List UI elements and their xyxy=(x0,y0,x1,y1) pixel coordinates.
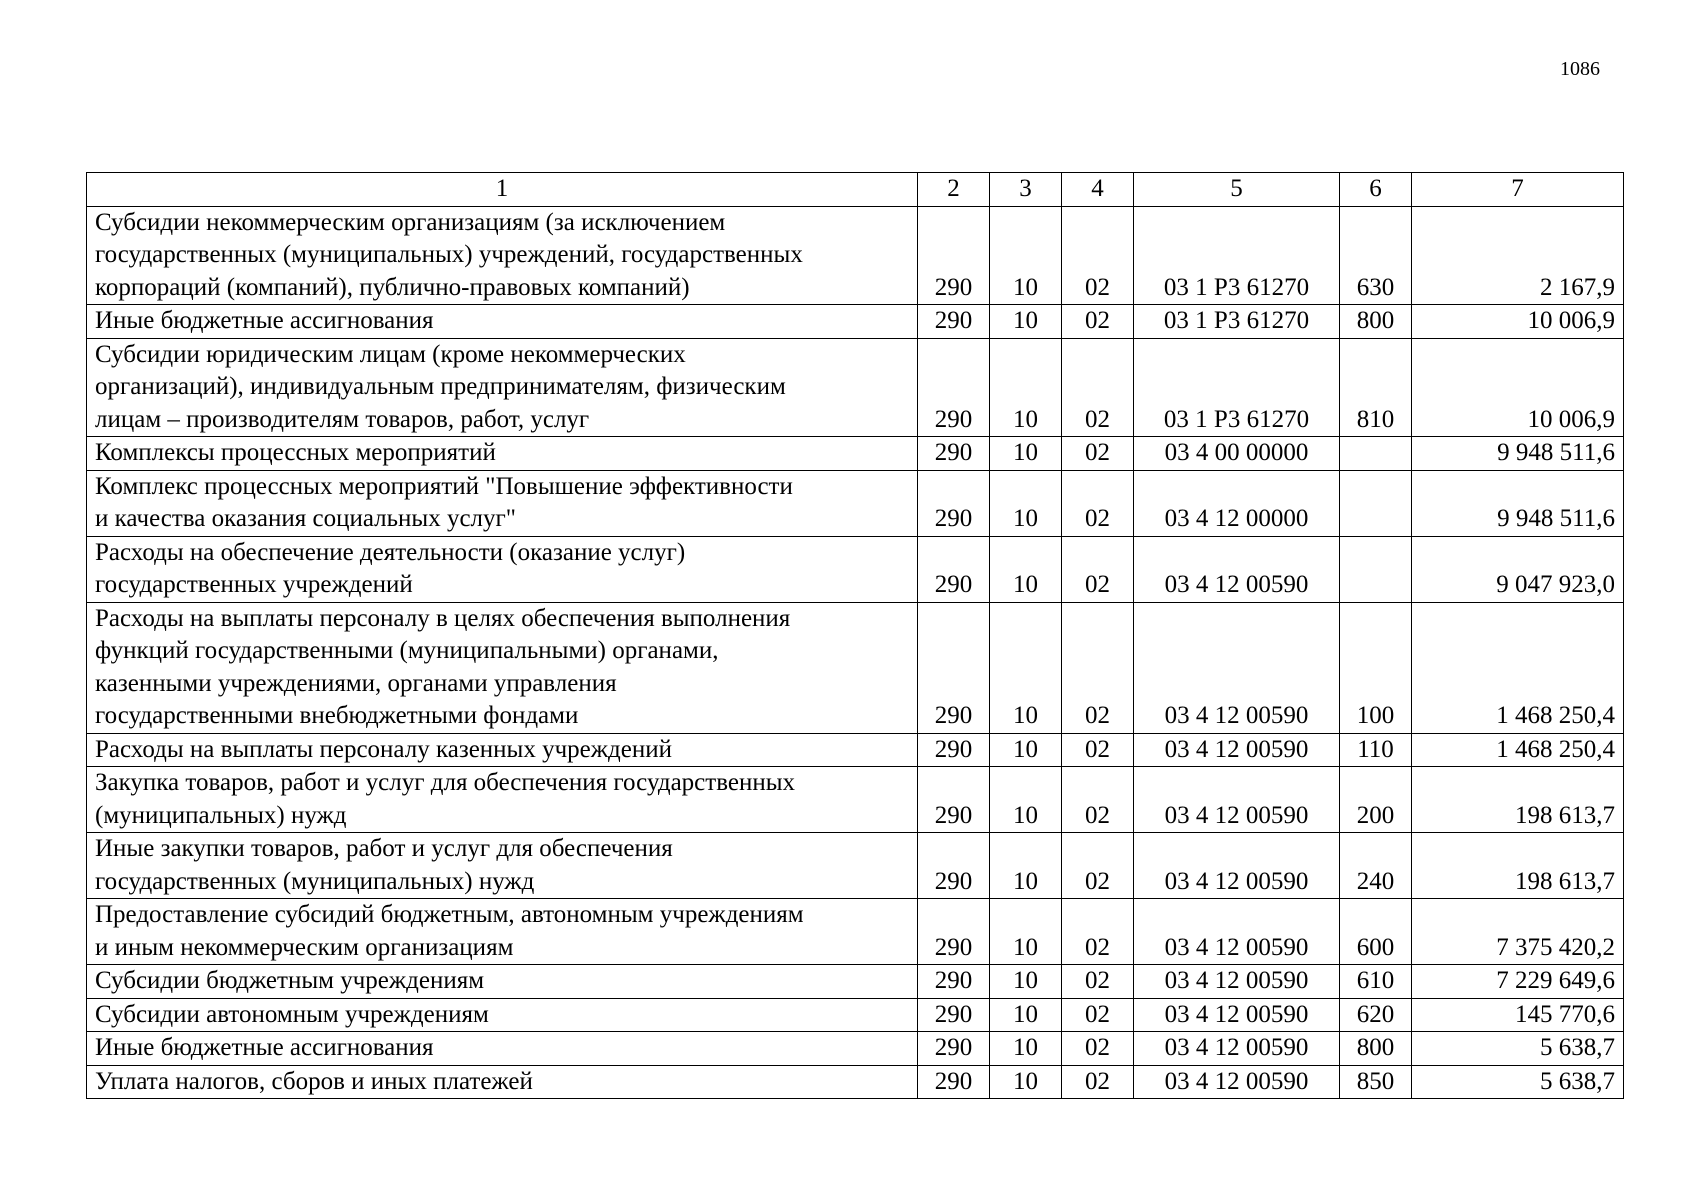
cell-expense-type: 630 xyxy=(1340,206,1412,305)
cell-section: 10 xyxy=(990,767,1062,833)
cell-item-name xyxy=(87,1065,918,1099)
cell-section: 10 xyxy=(990,536,1062,602)
cell-expense-type: 810 xyxy=(1340,338,1412,437)
cell-expense-type: 110 xyxy=(1340,733,1412,767)
cell-item-name-line: Иные бюджетные ассигнования xyxy=(95,307,434,334)
cell-item-name-line: Субсидии бюджетным учреждениям xyxy=(95,967,485,994)
cell-ministry-code: 290 xyxy=(918,536,990,602)
cell-target-article: 03 4 12 00590 xyxy=(1134,998,1340,1032)
header-cell-5: 5 xyxy=(1134,173,1340,207)
cell-subsection: 02 xyxy=(1062,602,1134,733)
cell-section: 10 xyxy=(990,602,1062,733)
cell-subsection: 02 xyxy=(1062,833,1134,899)
table-row xyxy=(87,602,1624,733)
cell-expense-type: 610 xyxy=(1340,965,1412,999)
cell-item-name xyxy=(87,536,918,602)
cell-subsection: 02 xyxy=(1062,767,1134,833)
header-cell-4: 4 xyxy=(1062,173,1134,207)
cell-item-name-line: Субсидии юридическим лицам (кроме некоммерческих xyxy=(95,340,686,368)
cell-ministry-code: 290 xyxy=(918,305,990,339)
cell-subsection: 02 xyxy=(1062,470,1134,536)
table-row xyxy=(87,998,1624,1032)
table-row xyxy=(87,733,1624,767)
cell-amount: 7 229 649,6 xyxy=(1412,965,1624,999)
cell-item-name-line: государственных учреждений xyxy=(95,571,413,598)
cell-item-name-line: Иные закупки товаров, работ и услуг для обеспечения xyxy=(95,835,673,862)
cell-item-name xyxy=(87,899,918,965)
table-row xyxy=(87,833,1624,899)
cell-expense-type: 100 xyxy=(1340,602,1412,733)
cell-amount: 5 638,7 xyxy=(1412,1032,1624,1066)
cell-item-name-line: Уплата налогов, сборов и иных платежей xyxy=(95,1067,533,1095)
header-cell-7: 7 xyxy=(1412,173,1624,207)
header-cell-1: 1 xyxy=(87,173,918,207)
cell-item-name xyxy=(87,437,918,471)
cell-item-name-line: Расходы на выплаты персоналу казенных учреждений xyxy=(95,735,672,763)
cell-amount: 5 638,7 xyxy=(1412,1065,1624,1099)
cell-section: 10 xyxy=(990,833,1062,899)
page-number: 1086 xyxy=(1560,58,1600,80)
cell-item-name-line: корпораций (компаний), публично-правовых компаний) xyxy=(95,273,690,301)
cell-subsection: 02 xyxy=(1062,338,1134,437)
cell-target-article: 03 4 12 00000 xyxy=(1134,470,1340,536)
table-row xyxy=(87,1032,1624,1066)
header-cell-2: 2 xyxy=(918,173,990,207)
cell-section: 10 xyxy=(990,965,1062,999)
cell-ministry-code: 290 xyxy=(918,1032,990,1066)
cell-expense-type xyxy=(1340,536,1412,602)
cell-item-name-line: функций государственными (муниципальными) органами, xyxy=(95,637,719,664)
cell-item-name-line: Предоставление субсидий бюджетным, автономным учреждениям xyxy=(95,901,804,928)
cell-item-name-line: Закупка товаров, работ и услуг для обеспечения государственных xyxy=(95,769,796,796)
table-row xyxy=(87,767,1624,833)
cell-ministry-code: 290 xyxy=(918,338,990,437)
cell-item-name xyxy=(87,305,918,339)
cell-item-name xyxy=(87,833,918,899)
cell-amount: 10 006,9 xyxy=(1412,305,1624,339)
cell-subsection: 02 xyxy=(1062,536,1134,602)
table-row xyxy=(87,965,1624,999)
cell-expense-type xyxy=(1340,437,1412,471)
cell-item-name-line: Расходы на обеспечение деятельности (оказание услуг) xyxy=(95,538,686,566)
table-row xyxy=(87,470,1624,536)
cell-target-article: 03 1 Р3 61270 xyxy=(1134,305,1340,339)
cell-target-article: 03 4 12 00590 xyxy=(1134,1065,1340,1099)
cell-expense-type: 200 xyxy=(1340,767,1412,833)
cell-item-name xyxy=(87,602,918,733)
cell-section: 10 xyxy=(990,470,1062,536)
cell-ministry-code: 290 xyxy=(918,470,990,536)
cell-item-name xyxy=(87,767,918,833)
cell-ministry-code: 290 xyxy=(918,206,990,305)
table-row xyxy=(87,305,1624,339)
cell-subsection: 02 xyxy=(1062,965,1134,999)
cell-amount: 10 006,9 xyxy=(1412,338,1624,437)
cell-section: 10 xyxy=(990,206,1062,305)
cell-ministry-code: 290 xyxy=(918,602,990,733)
cell-subsection: 02 xyxy=(1062,206,1134,305)
cell-item-name-line: Комплекс процессных мероприятий "Повышение эффективности xyxy=(95,472,793,500)
cell-amount: 1 468 250,4 xyxy=(1412,602,1624,733)
cell-target-article: 03 4 12 00590 xyxy=(1134,1032,1340,1066)
cell-ministry-code: 290 xyxy=(918,833,990,899)
cell-ministry-code: 290 xyxy=(918,437,990,471)
cell-item-name-line: Комплексы процессных мероприятий xyxy=(95,439,496,466)
cell-section: 10 xyxy=(990,998,1062,1032)
cell-expense-type: 850 xyxy=(1340,1065,1412,1099)
cell-target-article: 03 4 00 00000 xyxy=(1134,437,1340,471)
cell-item-name-line: государственных (муниципальных) учреждений, государственных xyxy=(95,241,803,268)
cell-subsection: 02 xyxy=(1062,1032,1134,1066)
header-cell-3: 3 xyxy=(990,173,1062,207)
cell-target-article: 03 4 12 00590 xyxy=(1134,733,1340,767)
cell-subsection: 02 xyxy=(1062,437,1134,471)
cell-item-name xyxy=(87,998,918,1032)
cell-amount: 2 167,9 xyxy=(1412,206,1624,305)
cell-item-name-line: Иные бюджетные ассигнования xyxy=(95,1034,434,1061)
cell-item-name xyxy=(87,338,918,437)
cell-item-name-line: и иным некоммерческим организациям xyxy=(95,933,514,961)
cell-item-name-line: казенными учреждениями, органами управления xyxy=(95,669,617,697)
cell-item-name xyxy=(87,470,918,536)
cell-expense-type: 800 xyxy=(1340,305,1412,339)
cell-amount: 9 948 511,6 xyxy=(1412,437,1624,471)
cell-expense-type xyxy=(1340,470,1412,536)
table-header-row xyxy=(87,173,1624,207)
cell-amount: 198 613,7 xyxy=(1412,767,1624,833)
cell-ministry-code: 290 xyxy=(918,1065,990,1099)
cell-item-name xyxy=(87,965,918,999)
table-row xyxy=(87,338,1624,437)
cell-ministry-code: 290 xyxy=(918,965,990,999)
cell-ministry-code: 290 xyxy=(918,899,990,965)
cell-subsection: 02 xyxy=(1062,998,1134,1032)
cell-ministry-code: 290 xyxy=(918,767,990,833)
cell-target-article: 03 4 12 00590 xyxy=(1134,833,1340,899)
cell-section: 10 xyxy=(990,305,1062,339)
cell-item-name-line: Расходы на выплаты персоналу в целях обеспечения выполнения xyxy=(95,604,791,632)
cell-ministry-code: 290 xyxy=(918,998,990,1032)
table-row xyxy=(87,206,1624,305)
cell-amount: 9 948 511,6 xyxy=(1412,470,1624,536)
cell-item-name-line: государственных (муниципальных) нужд xyxy=(95,867,535,895)
cell-section: 10 xyxy=(990,899,1062,965)
cell-subsection: 02 xyxy=(1062,899,1134,965)
cell-amount: 1 468 250,4 xyxy=(1412,733,1624,767)
cell-section: 10 xyxy=(990,1032,1062,1066)
cell-section: 10 xyxy=(990,338,1062,437)
cell-item-name-line: (муниципальных) нужд xyxy=(95,801,347,829)
table-row xyxy=(87,899,1624,965)
cell-subsection: 02 xyxy=(1062,305,1134,339)
cell-target-article: 03 1 Р3 61270 xyxy=(1134,338,1340,437)
cell-item-name xyxy=(87,1032,918,1066)
cell-target-article: 03 4 12 00590 xyxy=(1134,536,1340,602)
cell-section: 10 xyxy=(990,1065,1062,1099)
cell-section: 10 xyxy=(990,437,1062,471)
cell-item-name-line: организаций), индивидуальным предпринимателям, физическим xyxy=(95,373,786,400)
cell-target-article: 03 1 Р3 61270 xyxy=(1134,206,1340,305)
cell-amount: 198 613,7 xyxy=(1412,833,1624,899)
cell-subsection: 02 xyxy=(1062,1065,1134,1099)
cell-amount: 145 770,6 xyxy=(1412,998,1624,1032)
cell-expense-type: 620 xyxy=(1340,998,1412,1032)
cell-ministry-code: 290 xyxy=(918,733,990,767)
cell-target-article: 03 4 12 00590 xyxy=(1134,965,1340,999)
cell-target-article: 03 4 12 00590 xyxy=(1134,767,1340,833)
cell-amount: 9 047 923,0 xyxy=(1412,536,1624,602)
table-row xyxy=(87,1065,1624,1099)
cell-expense-type: 600 xyxy=(1340,899,1412,965)
cell-subsection: 02 xyxy=(1062,733,1134,767)
table-row xyxy=(87,536,1624,602)
cell-item-name xyxy=(87,733,918,767)
cell-item-name-line: Субсидии автономным учреждениям xyxy=(95,1000,489,1028)
cell-item-name-line: и качества оказания социальных услуг" xyxy=(95,505,516,532)
cell-item-name-line: лицам – производителям товаров, работ, услуг xyxy=(95,405,590,433)
cell-expense-type: 800 xyxy=(1340,1032,1412,1066)
cell-expense-type: 240 xyxy=(1340,833,1412,899)
cell-item-name xyxy=(87,206,918,305)
budget-table xyxy=(86,172,1624,1099)
cell-item-name-line: Субсидии некоммерческим организациям (за исключением xyxy=(95,208,726,236)
cell-item-name-line: государственными внебюджетными фондами xyxy=(95,702,579,729)
cell-amount: 7 375 420,2 xyxy=(1412,899,1624,965)
cell-section: 10 xyxy=(990,733,1062,767)
table-row xyxy=(87,437,1624,471)
cell-target-article: 03 4 12 00590 xyxy=(1134,899,1340,965)
cell-target-article: 03 4 12 00590 xyxy=(1134,602,1340,733)
header-cell-6: 6 xyxy=(1340,173,1412,207)
